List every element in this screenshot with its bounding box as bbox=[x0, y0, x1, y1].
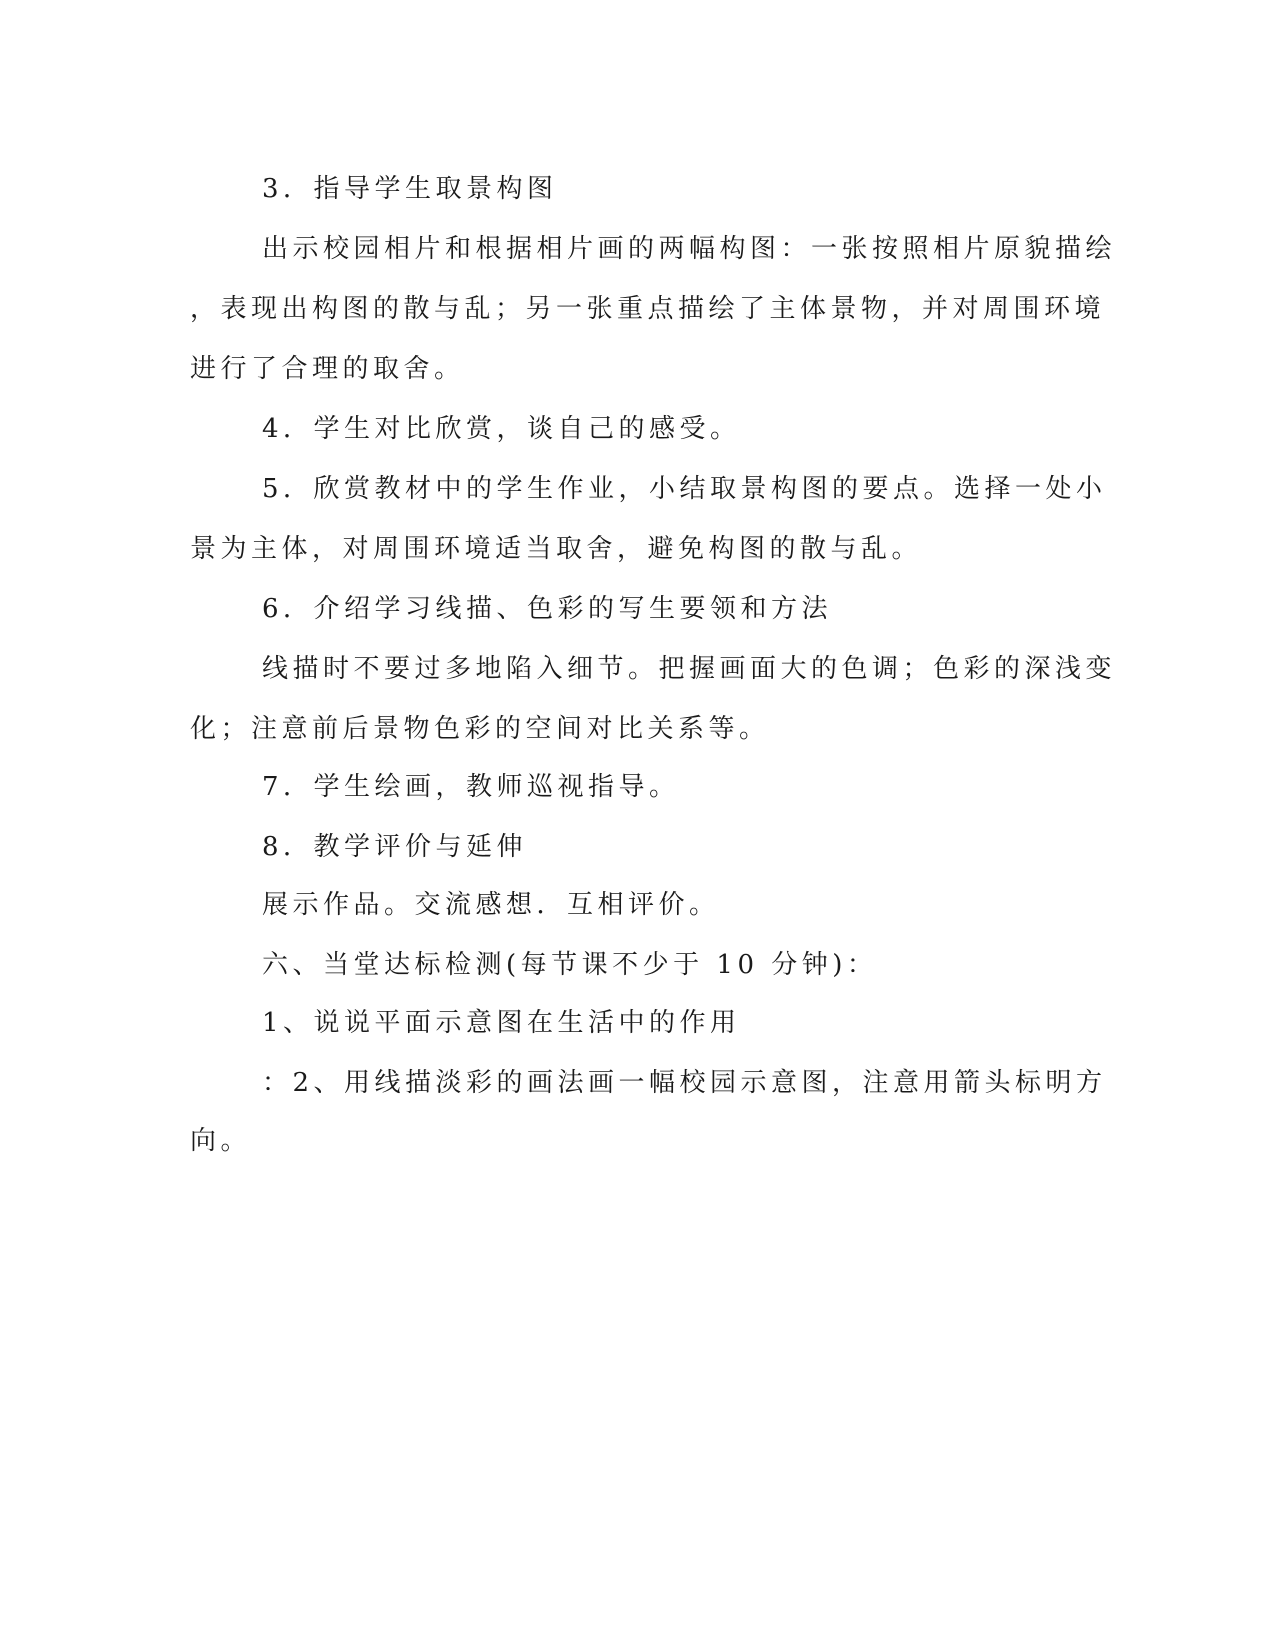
exercise-1-line: 1、说说平面示意图在生活中的作用 bbox=[262, 1008, 741, 1038]
step-3-heading: 3．指导学生取景构图 bbox=[262, 174, 558, 204]
paragraph-line: 向。 bbox=[190, 1126, 252, 1156]
paragraph-line: 进行了合理的取舍。 bbox=[190, 354, 465, 384]
paragraph-line: 出示校园相片和根据相片画的两幅构图：一张按照相片原貌描绘 bbox=[262, 234, 1117, 264]
step-6-heading: 6．介绍学习线描、色彩的写生要领和方法 bbox=[262, 594, 833, 624]
step-4-line: 4．学生对比欣赏，谈自己的感受。 bbox=[262, 414, 741, 444]
step-7-line: 7．学生绘画，教师巡视指导。 bbox=[262, 772, 680, 802]
paragraph-line: 线描时不要过多地陷入细节。把握画面大的色调；色彩的深浅变 bbox=[262, 654, 1117, 684]
paragraph-line: ，表现出构图的散与乱；另一张重点描绘了主体景物，并对周围环境 bbox=[190, 294, 1106, 324]
paragraph-line: 化；注意前后景物色彩的空间对比关系等。 bbox=[190, 714, 770, 744]
section-6-heading: 六、当堂达标检测(每节课不少于 10 分钟)： bbox=[262, 950, 878, 980]
step-5-line: 5．欣赏教材中的学生作业，小结取景构图的要点。选择一处小 bbox=[262, 474, 1107, 504]
exercise-2-line: ：2、用线描淡彩的画法画一幅校园示意图，注意用箭头标明方 bbox=[262, 1068, 1107, 1098]
step-8-heading: 8．教学评价与延伸 bbox=[262, 832, 528, 862]
paragraph-line: 景为主体，对周围环境适当取舍，避免构图的散与乱。 bbox=[190, 534, 923, 564]
paragraph-line: 展示作品。交流感想．互相评价。 bbox=[262, 890, 720, 920]
